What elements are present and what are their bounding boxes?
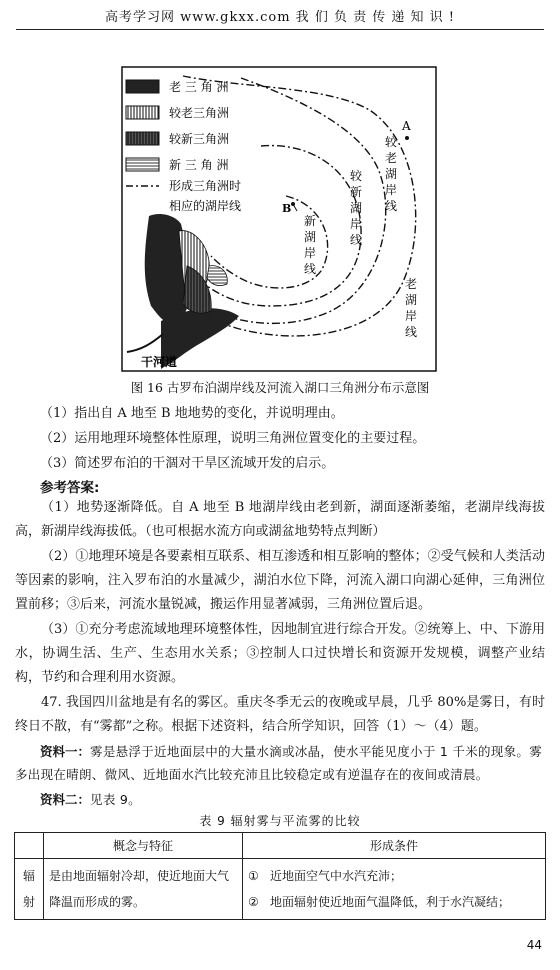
point-a-label: A xyxy=(402,119,411,133)
legend-swatch-older xyxy=(126,106,159,119)
legend-label-shoreline-2: 相应的湖岸线 xyxy=(169,199,242,213)
page-header: 高考学习网 www.gkxx.com 我 们 负 责 传 递 知 识 ! xyxy=(105,10,455,25)
table-header-row xyxy=(15,833,546,859)
condition-1 xyxy=(248,863,540,889)
legend-label-newer: 较新三角洲 xyxy=(169,132,230,146)
reference-1-text: 雾是悬浮于近地面层中的大量水滴或冰晶，使水平能见度小于 1 千米的现象。雾多出现在晴朗、微风、近地面水汽比较充沛且比较稳定或有逆温存在的夜间或清晨。 xyxy=(15,744,543,782)
label-newer-shore: 较新湖岸线 xyxy=(350,169,363,247)
legend-swatch-old xyxy=(126,80,159,93)
reference-2-text: 见表 9。 xyxy=(90,792,141,807)
label-new-shore: 新湖岸线 xyxy=(304,214,317,276)
question-1: （1）指出自 A 地至 B 地地势的变化，并说明理由。 xyxy=(40,406,344,421)
table-conditions-cell xyxy=(243,859,546,920)
legend-label-older: 较老三角洲 xyxy=(169,106,230,120)
question-2: （2）运用地理环境整体性原理，说明三角洲位置变化的主要过程。 xyxy=(40,431,426,446)
row-head-char-2: 射 xyxy=(22,895,35,909)
condition-2-text: 地面辐射使近地面气温降低，利于水汽凝结； xyxy=(270,895,511,909)
condition-2-num: ② xyxy=(248,895,259,909)
reference-2-label: 资料二： xyxy=(40,792,91,807)
label-older-shore: 较老湖岸线 xyxy=(385,135,398,213)
question-3: （3）简述罗布泊的干涸对干旱区流域开发的启示。 xyxy=(40,456,335,471)
point-a-marker xyxy=(405,136,409,140)
condition-1-text: 近地面空气中水汽充沛； xyxy=(270,869,403,883)
figure-caption: 图 16 古罗布泊湖岸线及河流入湖口三角洲分布示意图 xyxy=(130,380,430,395)
legend-swatch-newer xyxy=(126,132,159,145)
table-header-conditions: 形成条件 xyxy=(243,833,546,859)
legend-label-new: 新 三 角 洲 xyxy=(169,158,229,172)
legend-label-shoreline-1: 形成三角洲时 xyxy=(169,179,242,193)
table-header-blank xyxy=(15,833,44,859)
table-title: 表 9 辐射雾与平流雾的比较 xyxy=(199,814,361,828)
legend-label-old: 老 三 角 洲 xyxy=(169,80,229,94)
answers-title: 参考答案: xyxy=(40,480,100,496)
point-b-label: B xyxy=(282,202,292,215)
page-number: 44 xyxy=(526,938,542,952)
reference-1-label: 资料一： xyxy=(40,744,91,759)
answer-2: （2）①地理环境是各要素相互联系、相互渗透和相互影响的整体；②受气候和人类活动等因素的影响，注入罗布泊的水量减少，湖泊水位下降，河流入湖口向湖心延伸，三角洲位置前移；③后来，河流水量锐减，搬运作用显著减弱，三角洲位置后退。 xyxy=(15,549,545,612)
label-old-shore: 老湖岸线 xyxy=(405,277,418,339)
row-head-char-1: 辐 xyxy=(22,869,35,883)
table-concept-cell: 是由地面辐射冷却，使近地面大气降温而形成的雾。 xyxy=(44,859,243,920)
table-row-head xyxy=(15,859,44,920)
condition-2 xyxy=(248,889,540,915)
answer-1: （1）地势逐渐降低。自 A 地至 B 地湖岸线由老到新，湖面逐渐萎缩，老湖岸线海拔高，新湖岸线海拔低。（也可根据水流方向或湖盆地势特点判断） xyxy=(15,500,545,539)
comparison-table xyxy=(14,832,546,920)
reference-2 xyxy=(15,788,545,811)
lop-nur-map xyxy=(121,66,437,372)
condition-1-num: ① xyxy=(248,869,259,883)
table-header-concept: 概念与特征 xyxy=(44,833,243,859)
legend-swatch-new xyxy=(126,158,159,171)
answer-3: （3）①充分考虑流域地理环境整体性，因地制宜进行综合开发。②统筹上、中、下游用水，协调生活、生产、生态用水关系；③控制人口过快增长和资源开发规模，调整产业结构，节约和合理利用水资源。 xyxy=(15,622,545,685)
header-divider xyxy=(16,29,544,30)
table-row-radiation xyxy=(15,859,546,920)
dry-riverbed-label: 干河道 xyxy=(141,355,178,369)
question-47: 47. 我国四川盆地是有名的雾区。重庆冬季无云的夜晚或早晨，几乎 80%是雾日，有时终日不散，有“雾都”之称。根据下述资料，结合所学知识，回答（1）～（4）题。 xyxy=(15,695,545,734)
reference-1 xyxy=(15,740,545,786)
